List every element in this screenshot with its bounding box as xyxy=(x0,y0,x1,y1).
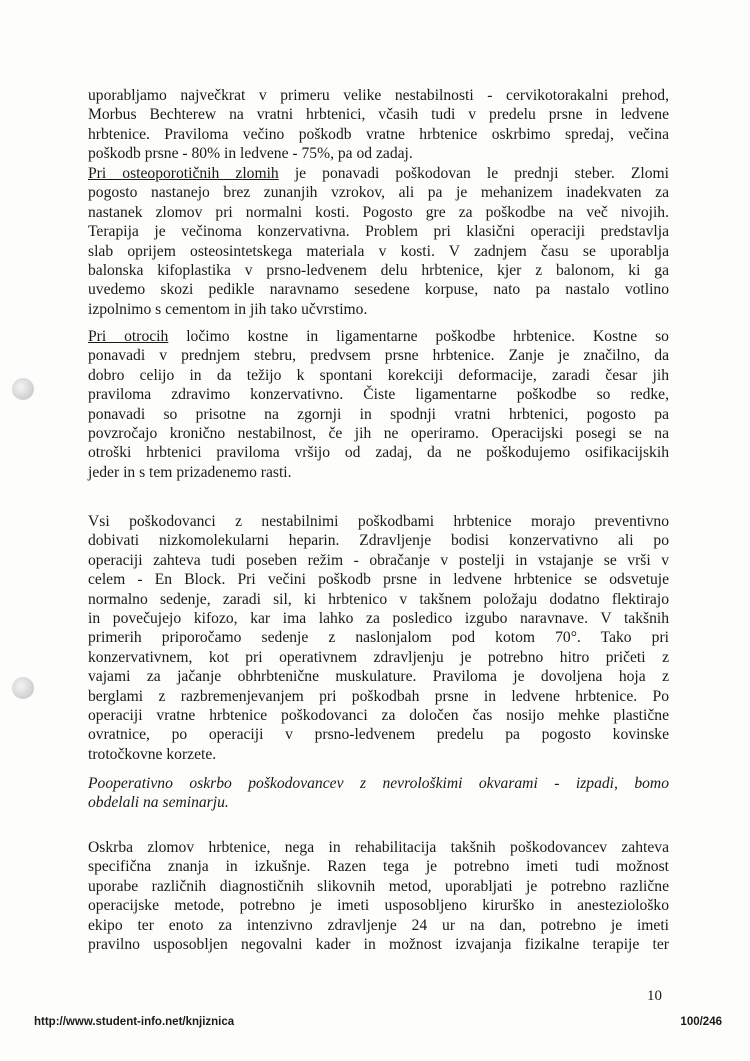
text-line: dobro celijo in da težijo k spontani korekciji deformacije, zaradi česar jih xyxy=(88,366,669,384)
footer-page-count: 100/246 xyxy=(680,1016,722,1028)
text-line: obdelali na seminarju. xyxy=(88,794,229,812)
text-line: celem - En Block. Pri večini poškodb prsne in ledvene hrbtenice se odsvetuje xyxy=(88,571,669,589)
text-line xyxy=(88,327,669,346)
text-line: praviloma zdravimo konzervativno. Čiste ligamentarne poškodbe so redke, xyxy=(88,386,669,404)
text-line: poškodb prsne - 80% in ledvene - 75%, pa od zadaj. xyxy=(88,145,413,163)
punch-hole xyxy=(12,677,34,699)
underlined-heading: Pri osteoporotičnih zlomih xyxy=(88,165,279,182)
paragraph xyxy=(88,86,669,164)
text-line: hrbtenice. Praviloma večino poškodb vratne hrbtenice oskrbimo spredaj, večina xyxy=(88,125,669,143)
text-line: specifična znanja in izkušnje. Razen tega je potrebno imeti tudi možnost xyxy=(88,858,669,876)
text-line: uvedemo skozi pedikle naravnamo sesedene korpuse, nato pa nastalo votlino xyxy=(88,281,669,299)
text-line: otroški hrbtenici praviloma vršijo od zadaj, da ne poškodujemo osifikacijskih xyxy=(88,444,669,462)
text-line: jeder in s tem prizadenemo rasti. xyxy=(88,463,292,481)
text-line: berglami z razbremenjevanjem pri poškodbah prsne in ledvene hrbtenice. Po xyxy=(88,687,669,705)
paragraph xyxy=(88,327,669,482)
text-line: primerih priporočamo sedenje z naslonjalom pod kotom 70°. Tako pri xyxy=(88,629,669,647)
text-line: operaciji vratne hrbtenice poškodovanci za določen čas nosijo mehke plastične xyxy=(88,706,669,724)
punch-hole xyxy=(12,378,34,400)
text-line: povzročajo kronično nestabilnost, če jih ne operiramo. Operacijski posegi se na xyxy=(88,424,669,442)
text-line: balonska kifoplastika v prsno-ledvenem delu hrbtenice, kjer z balonom, ki ga xyxy=(88,261,669,279)
text-line: Pooperativno oskrbo poškodovancev z nevrološkimi okvarami - izpadi, bomo xyxy=(88,775,669,792)
text-line: slab oprijem osteosintetskega materiala v kosti. V zadnjem času se uporablja xyxy=(88,242,669,260)
paragraph xyxy=(88,512,669,764)
text-line: ponavadi so prisotne na zgornji in spodnji vratni hrbtenici, pogosto pa xyxy=(88,405,669,423)
text-line: in povečujejo kifozo, kar ima lahko za posledico izgubo naravnave. V takšnih xyxy=(88,609,669,627)
text-line: vajami za jačanje obhrbtenične muskulature. Praviloma je dovoljena hoja z xyxy=(88,668,669,686)
text-line: Morbus Bechterew na vratni hrbtenici, včasih tudi v predelu prsne in ledvene xyxy=(88,106,669,124)
text-line: ponavadi v prednjem stebru, predvsem prsne hrbtenice. Zanje je značilno, da xyxy=(88,347,669,365)
text-line: uporabe različnih diagnostičnih slikovnih metod, uporabljati je potrebno različne xyxy=(88,877,669,895)
text-line: Oskrba zlomov hrbtenice, nega in rehabilitacija takšnih poškodovancev zahteva xyxy=(88,839,669,856)
text-line: izpolnimo s cementom in jih tako učvrstimo. xyxy=(88,300,368,318)
text-line xyxy=(88,164,669,183)
page-number: 10 xyxy=(647,988,662,1004)
text-line: operacijske metode, potrebno je imeti usposobljeno kirurško in anesteziološko xyxy=(88,897,669,915)
text-line: pravilno usposobljen negovalni kader in možnost izvajanja fizikalne terapije ter xyxy=(88,935,669,953)
text-line: ovratnice, po operaciji v prsno-ledvenem predelu pa pogosto kovinske xyxy=(88,726,669,744)
italic-note xyxy=(88,774,669,813)
text-line: trotočkovne korzete. xyxy=(88,745,217,763)
text-line: ekipo ter enoto za intenzivno zdravljenje 24 ur na dan, potrebno je imeti xyxy=(88,916,669,934)
text-line: normalno sedenje, zaradi sil, ki hrbtenico v takšnem položaju dodatno flektirajo xyxy=(88,590,669,608)
line-text: ločimo kostne in ligamentarne poškodbe hrbtenice. Kostne so xyxy=(168,328,669,345)
text-line: konzervativnem, kot pri operativnem zdravljenju je potrebno hitro pričeti z xyxy=(88,648,669,666)
text-line: pogosto nastanejo brez zunanjih vzrokov, ali pa je mehanizem inadekvaten za xyxy=(88,184,669,202)
text-line: Vsi poškodovanci z nestabilnimi poškodbami hrbtenice morajo preventivno xyxy=(88,513,669,530)
paragraph xyxy=(88,164,669,319)
text-line: uporabljamo največkrat v primeru velike nestabilnosti - cervikotorakalni prehod, xyxy=(88,87,669,104)
line-text: je ponavadi poškodovan le prednji steber. Zlomi xyxy=(278,165,669,182)
text-line: dobivati nizkomolekularni heparin. Zdravljenje bodisi konzervativno ali po xyxy=(88,532,669,550)
text-line: Terapija je večinoma konzervativna. Problem pri klasični operaciji predstavlja xyxy=(88,223,669,241)
footer-url[interactable]: http://www.student-info.net/knjiznica xyxy=(34,1016,235,1028)
underlined-heading: Pri otrocih xyxy=(88,328,169,345)
text-line: operaciji zahteva tudi poseben režim - obračanje v postelji in vstajanje se vrši v xyxy=(88,551,669,569)
text-line: nastanek zlomov pri normalni kosti. Pogosto gre za poškodbe na več nivojih. xyxy=(88,203,669,221)
paragraph xyxy=(88,838,669,954)
